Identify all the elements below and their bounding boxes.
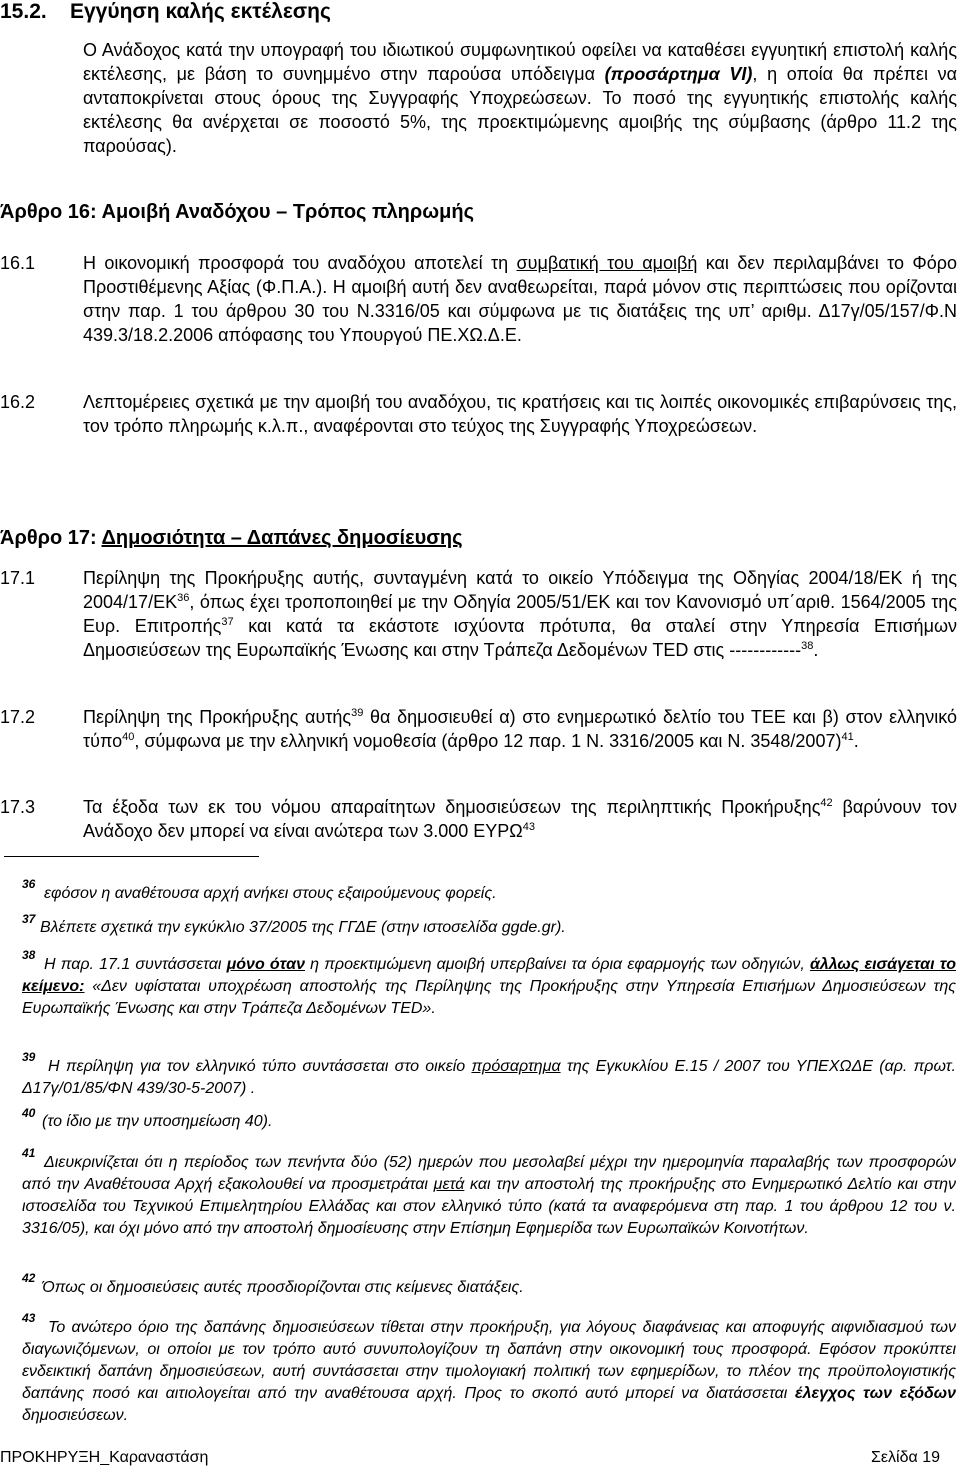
text-run: Διευκρινίζεται ότι η περίοδος των πενήντα δύο (52) ημερών που μεσολαβεί μέχρι την ημερομηνία παραλαβής των προσφορών από την Αναθέτουσα Αρχή εξακολουθεί να προσμετράται xyxy=(22,1154,956,1193)
item-number: 17.2 xyxy=(0,707,36,727)
text-run: της Εγκυκλίου Ε.15 / 2007 του ΥΠΕΧΩΔΕ (αρ. πρωτ. Δ17γ/01/85/ΦΝ 439/30-5-2007) . xyxy=(22,1058,956,1097)
item-number: 16.2 xyxy=(0,392,36,412)
article-17-1-text xyxy=(83,566,957,662)
text-run: και κατά τα εκάστοτε ισχύοντα πρότυπα, θα σταλεί στην Υπηρεσία Επισήμων Δημοσιεύσεων της Ευρωπαϊκής Ένωσης και στην Τράπεζα Δεδομένων TED στις ------------ xyxy=(83,616,957,660)
footnote-ref: 38 xyxy=(801,640,814,652)
section-title: Εγγύηση καλής εκτέλεσης xyxy=(70,0,331,23)
footnote-41 xyxy=(22,1152,956,1240)
section-number: 15.2. xyxy=(0,0,47,23)
emphasis: έλεγχος των εξόδων xyxy=(794,1385,956,1402)
footnote-number: 38 xyxy=(22,948,36,962)
footnote-number: 40 xyxy=(22,1106,36,1120)
footnote-40: (το ίδιο με την υποσημείωση 40). xyxy=(42,1113,273,1130)
item-number: 17.3 xyxy=(0,797,36,817)
item-number: 16.1 xyxy=(0,253,36,273)
section-body xyxy=(83,38,957,158)
text-run: και δεν περιλαμβάνει το Φόρο Προστιθέμενης Αξίας (Φ.Π.Α.). Η αμοιβή αυτή δεν αναθεωρείται, παρά μόνον στις περιπτώσεις που ορίζονται στην παρ. 1 του άρθρου 30 του Ν.3316/05 και σύμφωνα με τις διατάξεις της υπ’ αριθμ. Δ17γ/05/157/Φ.Ν 439.3/18.2.2006 απόφασης του Υπουργού ΠΕ.ΧΩ.Δ.Ε. xyxy=(83,253,957,345)
title-underlined: Δημοσιότητα – Δαπάνες δημοσίευσης xyxy=(101,527,463,549)
underlined-term: μετά xyxy=(433,1176,465,1193)
text-run: και την αποστολή της προκήρυξης στο Ενημερωτικό Δελτίο και στην ιστοσελίδα του Τεχνικού Επιμελητηρίου Ελλάδας και στον ελληνικό τύπο (κατά τα αναφερόμενα στη παρ. 1 του άρθρου 12 του ν. 3316/05), και όχι μόνο από την αποστολή δημοσίευσης στην Επίσημη Εφημερίδα των Ευρωπαϊκών Κοινοτήτων. xyxy=(22,1176,957,1237)
footnote-ref: 43 xyxy=(522,821,535,833)
page-footer xyxy=(0,1449,940,1467)
text-run: δημοσιεύσεων. xyxy=(22,1407,129,1424)
article-16-1-text xyxy=(83,251,957,347)
underlined-term: συμβατική του αμοιβή xyxy=(516,253,698,273)
footnote-39 xyxy=(22,1056,956,1100)
footnote-ref: 41 xyxy=(841,731,854,743)
text-run: Το ανώτερο όριο της δαπάνης δημοσιεύσεων τίθεται στην προκήρυξη, για λόγους διαφάνειας και αποφυγής αιφνιδιασμού των διαγωνιζόμενων, οι οποίοι με τον τρόπο αυτό συνυπολογίζουν τη δαπάνη στην οικονομική τους προσφορά. Εφόσον προκύπτει ενδεικτική δαπάνη δημοσιεύσεων, αυτή συντάσσεται στην τιμολογιακή πολιτική των εφημερίδων, το πλέον της προϋπολογιστικής δαπάνης ποσό και αιτιολογείται από την αναθέτουσα αρχή. Προς το σκοπό αυτό μπορεί να διατάσσεται xyxy=(22,1319,956,1402)
footnote-42: Όπως οι δημοσιεύσεις αυτές προσδιορίζονται στις κείμενες διατάξεις. xyxy=(42,1279,524,1296)
footnote-ref: 42 xyxy=(820,797,833,809)
footnote-number: 41 xyxy=(22,1146,36,1160)
section-body-text: Ο Ανάδοχος κατά την υπογραφή του ιδιωτικού συμφωνητικού οφείλει να καταθέσει εγγυητική επιστολή καλής εκτέλεσης, με βάση το συνημμένο στην παρούσα υπόδειγμα xyxy=(83,40,957,84)
footnote-ref: 40 xyxy=(122,731,135,743)
footnote-37: Βλέπετε σχετικά την εγκύκλιο 37/2005 της ΓΓΔΕ (στην ιστοσελίδα ggde.gr). xyxy=(40,919,566,936)
text-run: . xyxy=(853,731,859,751)
article-17-3-text xyxy=(83,795,957,843)
text-run: Τα έξοδα των εκ του νόμου απαραίτητων δημοσιεύσεων της περιληπτικής Προκήρυξης xyxy=(83,797,821,817)
footnote-38 xyxy=(22,954,956,1020)
text-run: θα δημοσιευθεί α) στο ενημερωτικό δελτίο του ΤΕΕ και β) στον ελληνικό τύπο xyxy=(83,707,957,751)
footnote-number: 37 xyxy=(22,912,36,926)
text-run: Περίληψη της Προκήρυξης αυτής xyxy=(83,707,352,727)
article-16-title: Άρθρο 16: Αμοιβή Αναδόχου – Τρόπος πληρωμής xyxy=(0,201,475,223)
footnote-number: 39 xyxy=(22,1050,36,1064)
emphasis: άλλως εισάγεται το κείμενο: xyxy=(22,956,957,995)
text-run: Η παρ. 17.1 συντάσσεται xyxy=(44,956,227,973)
article-16-2-text: Λεπτομέρειες σχετικά με την αμοιβή του αναδόχου, τις κρατήσεις και τις λοιπές οικονομικές επιβαρύνσεις της, τον τρόπο πληρωμής κ.λ.π., αναφέρονται στο τεύχος της Συγγραφής Υποχρεώσεων. xyxy=(83,392,957,436)
document-name: ΠΡΟΚΗΡΥΞΗ_Καραναστάση xyxy=(0,1449,209,1466)
text-run: Η περίληψη για τον ελληνικό τύπο συντάσσεται στο οικείο xyxy=(48,1058,472,1075)
footnote-36: εφόσον η αναθέτουσα αρχή ανήκει στους εξαιρούμενους φορείς. xyxy=(44,885,497,902)
title-prefix: Άρθρο 17: xyxy=(0,527,102,549)
text-run: «Δεν υφίσταται υποχρέωση αποστολής της Περίληψης της Προκήρυξης στην Υπηρεσία Επισήμων Δημοσιεύσεων της Ευρωπαϊκής Ένωσης και στην Τράπεζα Δεδομένων TED». xyxy=(22,978,956,1017)
underlined-term: πρόσαρτημα xyxy=(471,1058,561,1075)
footnote-number: 42 xyxy=(22,1271,36,1285)
footnote-43 xyxy=(22,1317,956,1427)
footnote-number: 36 xyxy=(22,877,36,891)
annex-reference: (προσάρτημα VI) xyxy=(604,64,753,84)
text-run: Περίληψη της Προκήρυξης αυτής, συνταγμένη κατά το οικείο Υπόδειγμα της Οδηγίας 2004/18/ΕΚ ή της 2004/17/ΕΚ xyxy=(83,568,957,612)
section-body-text-2: , η οποία θα πρέπει να ανταποκρίνεται στους όρους της Συγγραφής Υποχρεώσεων. Το ποσό της εγγυητικής επιστολής καλής εκτέλεσης θα ανέρχεται σε ποσοστό 5%, της προεκτιμώμενης αμοιβής της σύμβασης (άρθρο 11.2 της παρούσας). xyxy=(83,64,958,156)
article-17-title xyxy=(0,527,463,550)
article-17-2-text xyxy=(83,705,957,753)
page-number: Σελίδα 19 xyxy=(871,1449,940,1466)
text-run: η προεκτιμώμενη αμοιβή υπερβαίνει τα όρια εφαρμογής των οδηγιών, xyxy=(305,956,810,973)
text-run: Η οικονομική προσφορά του αναδόχου αποτελεί τη xyxy=(83,253,517,273)
text-run: . xyxy=(813,640,819,660)
footnote-ref: 37 xyxy=(221,616,234,628)
footnote-number: 43 xyxy=(22,1311,36,1325)
item-number: 17.1 xyxy=(0,568,36,588)
footnote-ref: 36 xyxy=(177,592,190,604)
text-run: βαρύνουν τον Ανάδοχο δεν μπορεί να είναι ανώτερα των 3.000 ΕΥΡΩ xyxy=(83,797,957,841)
text-run: , σύμφωνα με την ελληνική νομοθεσία (άρθρο 12 παρ. 1 Ν. 3316/2005 και Ν. 3548/2007) xyxy=(134,731,842,751)
text-run: , όπως έχει τροποποιηθεί με την Οδηγία 2005/51/ΕΚ και τον Κανονισμό υπ΄αριθ. 1564/2005 της Ευρ. Επιτροπής xyxy=(83,592,957,636)
section-heading xyxy=(0,0,331,24)
footnote-ref: 39 xyxy=(351,707,364,719)
emphasis: μόνο όταν xyxy=(226,956,306,973)
footnote-separator xyxy=(4,856,259,857)
